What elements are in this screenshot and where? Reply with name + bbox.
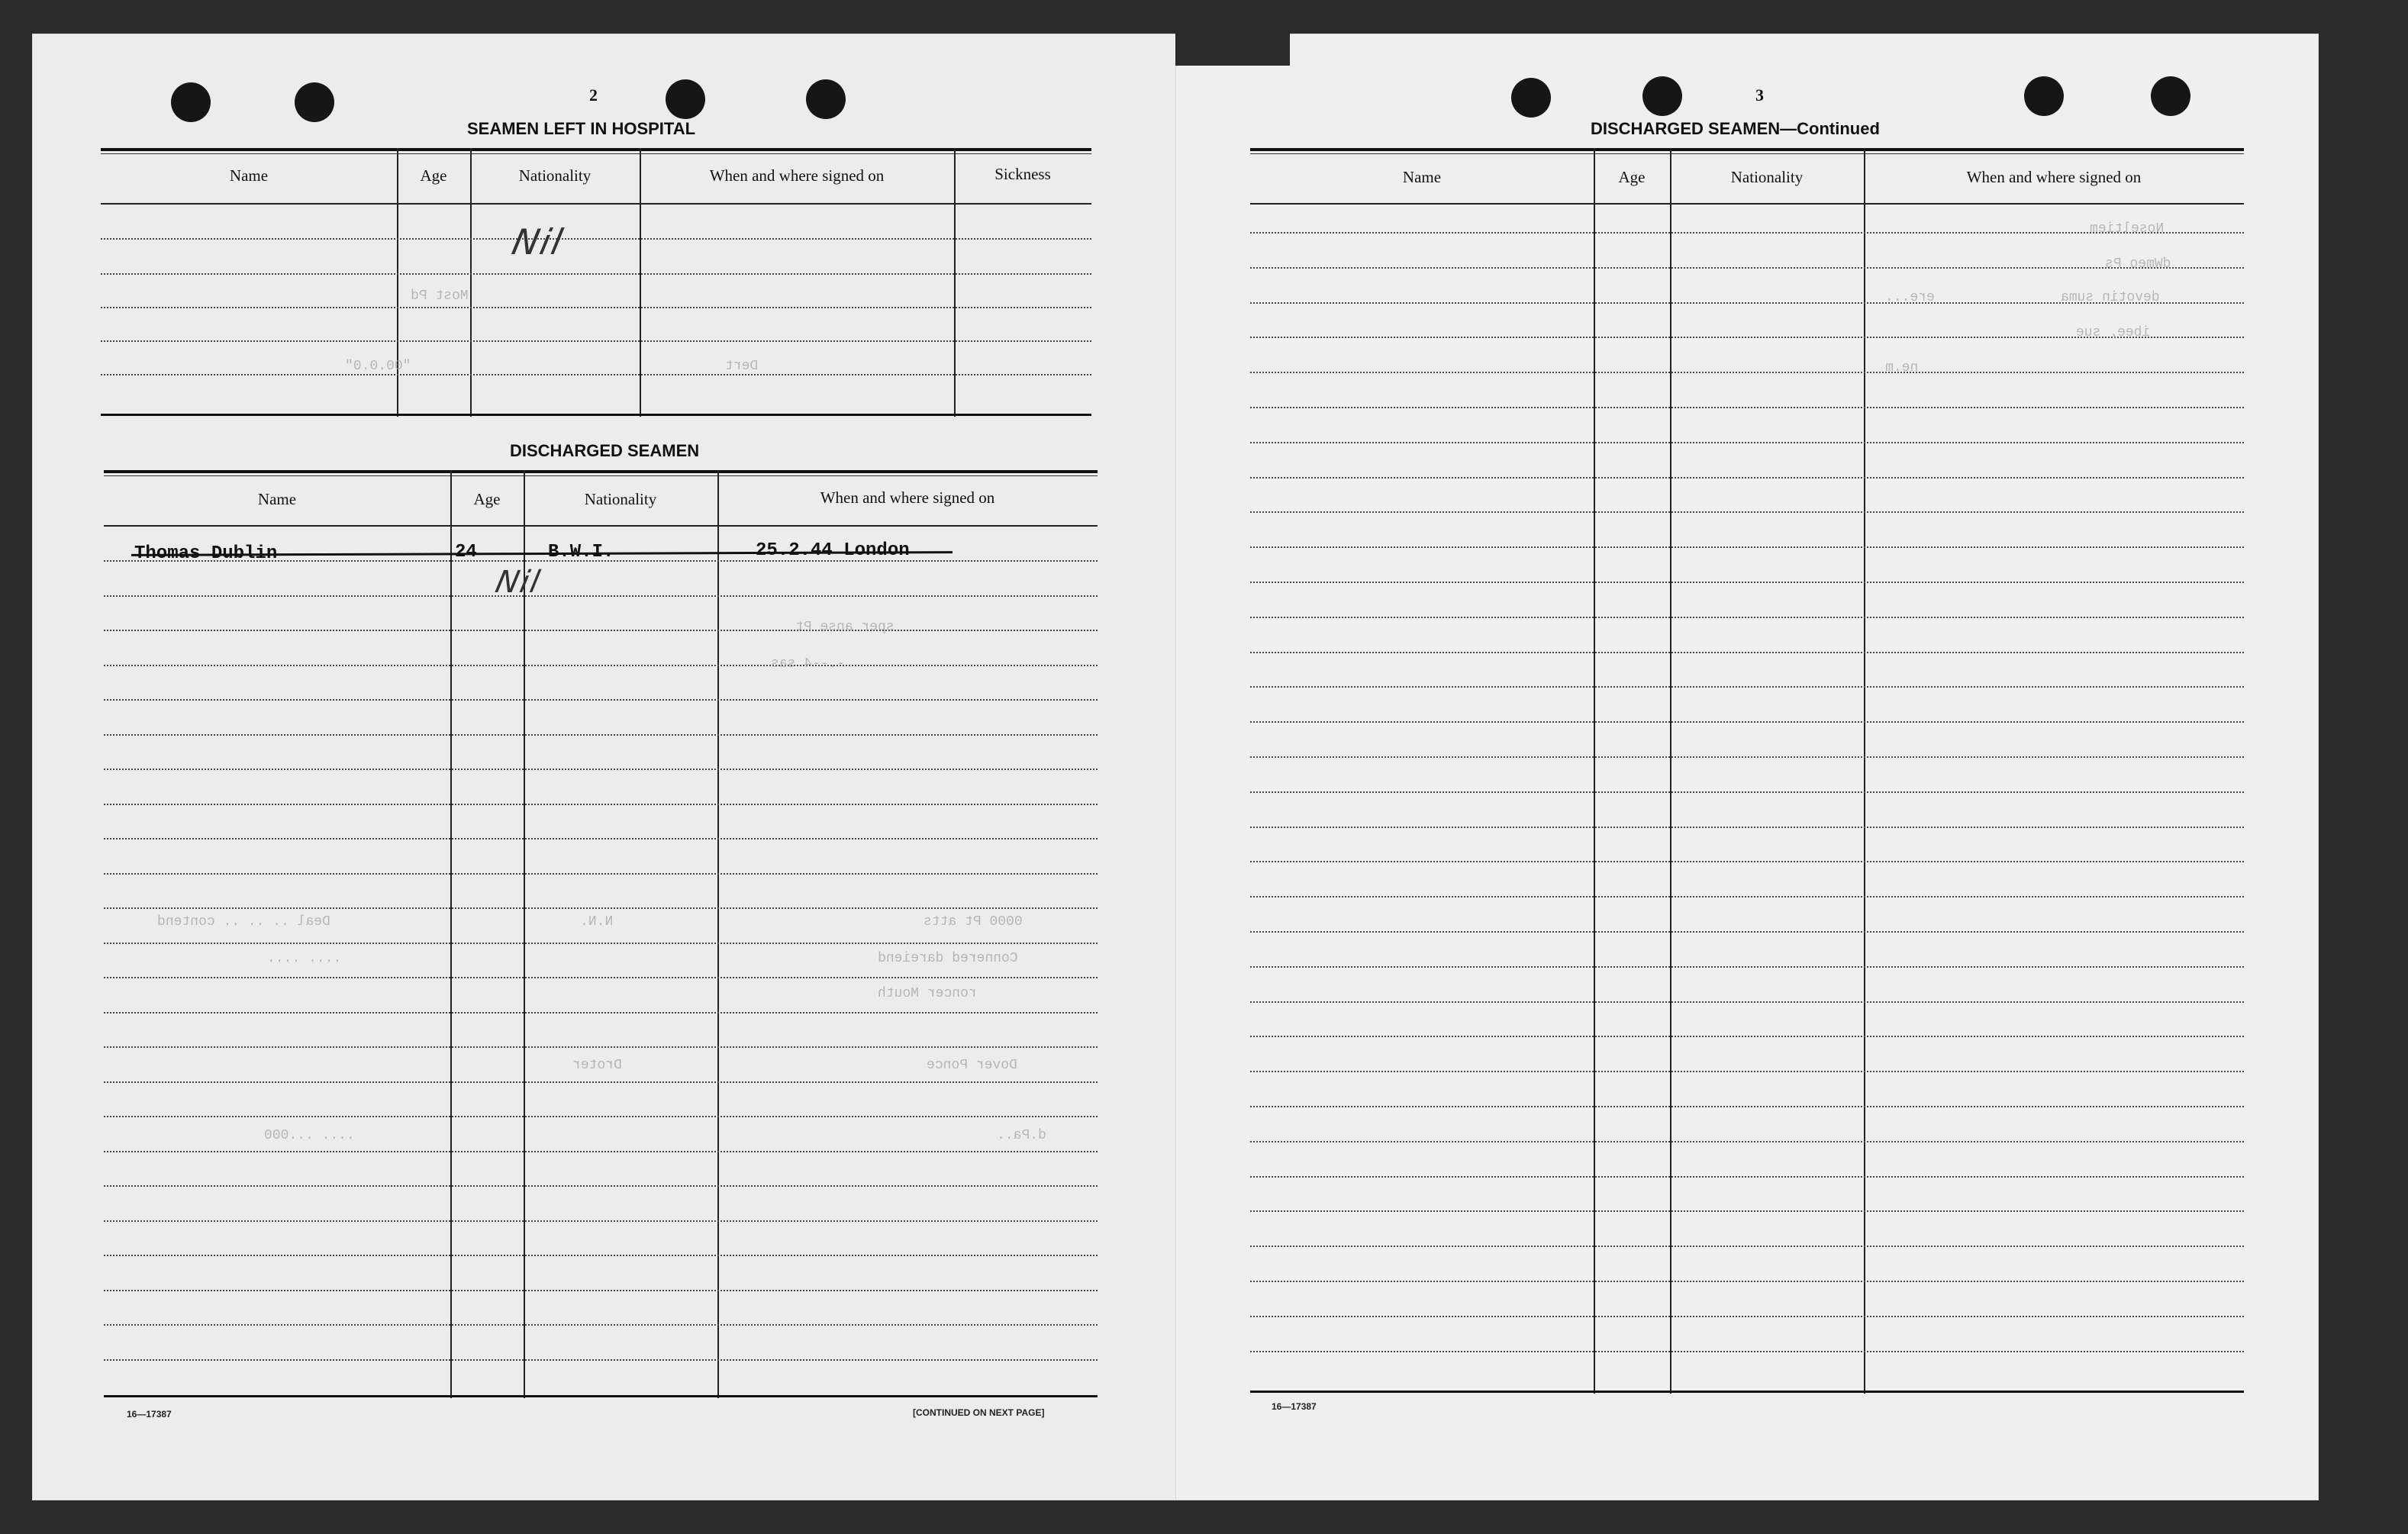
bleed-through-text: d.Pa..	[997, 1128, 1046, 1143]
header-signed-on: When and where signed on	[1966, 168, 2142, 186]
table-row	[104, 699, 1098, 701]
table-row	[104, 1220, 1098, 1222]
table-row	[1250, 1106, 2244, 1107]
header-name: Name	[229, 166, 269, 185]
page-number: 3	[1755, 85, 1764, 105]
table-row	[1250, 267, 2244, 269]
bleed-through-text: -.--4 sas	[771, 656, 846, 672]
bleed-through-text: ere...	[1885, 290, 1935, 305]
table-row	[104, 977, 1098, 978]
bleed-through-text: ibee, sue	[2076, 325, 2151, 340]
bleed-through-text: .... ....	[267, 951, 342, 966]
binder-hole	[2024, 76, 2064, 116]
continued-note: [CONTINUED ON NEXT PAGE]	[913, 1407, 1045, 1418]
header-nationality: Nationality	[1730, 168, 1804, 186]
seaman-signed-on: 25.2.44 London	[756, 540, 910, 561]
header-name: Name	[1402, 168, 1442, 186]
page-number: 2	[589, 85, 598, 105]
table-row	[1250, 1001, 2244, 1003]
bleed-through-text: "00.0.0"	[345, 359, 411, 374]
discharged-table	[104, 470, 1098, 1398]
table-row	[1250, 372, 2244, 373]
header-nationality: Nationality	[584, 490, 657, 508]
table-row	[104, 873, 1098, 875]
table-row	[101, 307, 1091, 308]
table-row	[1250, 477, 2244, 479]
table-row	[1250, 407, 2244, 408]
seaman-age: 24	[455, 542, 477, 562]
hospital-table	[101, 148, 1091, 417]
header-sickness: Sickness	[994, 165, 1051, 183]
table-row	[104, 1290, 1098, 1291]
bleed-through-text: roncer Mouth	[878, 986, 977, 1001]
bleed-through-text: Dert	[725, 359, 759, 374]
table-row	[101, 340, 1091, 342]
table-row	[1250, 791, 2244, 793]
header-signed-on: When and where signed on	[820, 488, 995, 507]
table-row	[1250, 617, 2244, 618]
table-row	[1250, 966, 2244, 968]
table-row	[1250, 1210, 2244, 1212]
table-row	[104, 1081, 1098, 1083]
table-row	[1250, 1036, 2244, 1037]
bleed-through-text: 0000 Pt atts	[924, 914, 1023, 930]
binder-hole	[171, 82, 211, 122]
table-row	[104, 1185, 1098, 1187]
bleed-through-text: .... ...000	[264, 1128, 355, 1143]
binder-hole	[295, 82, 334, 122]
table-row	[1250, 652, 2244, 653]
header-age: Age	[473, 490, 501, 508]
table-row	[1250, 756, 2244, 758]
table-row	[1250, 1351, 2244, 1352]
binder-hole	[806, 79, 846, 119]
seaman-nationality: B.W.I.	[548, 542, 614, 562]
table-row	[104, 907, 1098, 909]
table-row	[104, 1046, 1098, 1048]
table-row	[1250, 1176, 2244, 1178]
table-row	[101, 273, 1091, 275]
table-row	[104, 1255, 1098, 1256]
table-row	[101, 374, 1091, 375]
table-row	[1250, 546, 2244, 548]
table-row	[104, 630, 1098, 631]
table-row	[104, 1012, 1098, 1014]
page-tab-notch	[1175, 34, 1290, 66]
table-row	[104, 1151, 1098, 1152]
header-age: Age	[420, 166, 447, 185]
bleed-through-text: Deal .. .. .. contend	[157, 914, 330, 930]
table-row	[1250, 1246, 2244, 1247]
table-row	[104, 943, 1098, 944]
bleed-through-text: N.N.	[580, 914, 614, 930]
table-row	[1250, 1281, 2244, 1282]
header-age: Age	[1618, 168, 1646, 186]
discharged-continued-title: DISCHARGED SEAMEN—Continued	[1591, 119, 1880, 138]
header-name: Name	[257, 490, 297, 508]
table-row	[104, 734, 1098, 736]
hospital-section-title: SEAMEN LEFT IN HOSPITAL	[467, 119, 696, 138]
table-row	[1250, 1141, 2244, 1142]
header-nationality: Nationality	[518, 166, 592, 185]
form-number: 16—17387	[127, 1409, 172, 1420]
bleed-through-text: ne.m	[1885, 360, 1919, 375]
bleed-through-text: Connered dareiend	[878, 951, 1018, 966]
header-signed-on: When and where signed on	[709, 166, 885, 185]
table-row	[101, 238, 1091, 240]
table-row	[1250, 827, 2244, 828]
binder-hole	[1642, 76, 1682, 116]
table-row	[1250, 896, 2244, 898]
table-row	[1250, 511, 2244, 513]
table-row	[104, 804, 1098, 805]
table-row	[104, 665, 1098, 666]
table-row	[104, 1324, 1098, 1326]
bleed-through-text: Most Pd	[411, 288, 469, 304]
table-row	[104, 1116, 1098, 1117]
binder-hole	[1511, 78, 1551, 118]
nil-annotation: Nil	[492, 565, 545, 600]
table-row	[1250, 442, 2244, 443]
binder-hole	[666, 79, 705, 119]
table-row	[1250, 686, 2244, 688]
table-row	[104, 1359, 1098, 1361]
nil-annotation: Nil	[508, 221, 568, 263]
form-number: 16—17387	[1272, 1401, 1317, 1412]
table-row	[1250, 582, 2244, 583]
table-row	[104, 595, 1098, 597]
table-row	[1250, 861, 2244, 862]
table-row	[104, 769, 1098, 770]
bleed-through-text: Droter	[572, 1058, 622, 1073]
seaman-name: Thomas Dublin	[134, 543, 278, 564]
bleed-through-text: devotin suma	[2061, 290, 2160, 305]
table-row	[104, 838, 1098, 840]
discharged-section-title: DISCHARGED SEAMEN	[510, 441, 700, 460]
table-row	[1250, 931, 2244, 933]
binder-hole	[2151, 76, 2190, 116]
bleed-through-text: Noseltiem	[2090, 221, 2165, 237]
table-row	[1250, 721, 2244, 723]
table-row	[1250, 1316, 2244, 1317]
bleed-through-text: Dover Ponce	[927, 1058, 1017, 1073]
bleed-through-text: dWmeo Ps	[2105, 256, 2171, 272]
bleed-through-text: sper anse Pt	[795, 620, 895, 635]
table-row	[1250, 1071, 2244, 1072]
